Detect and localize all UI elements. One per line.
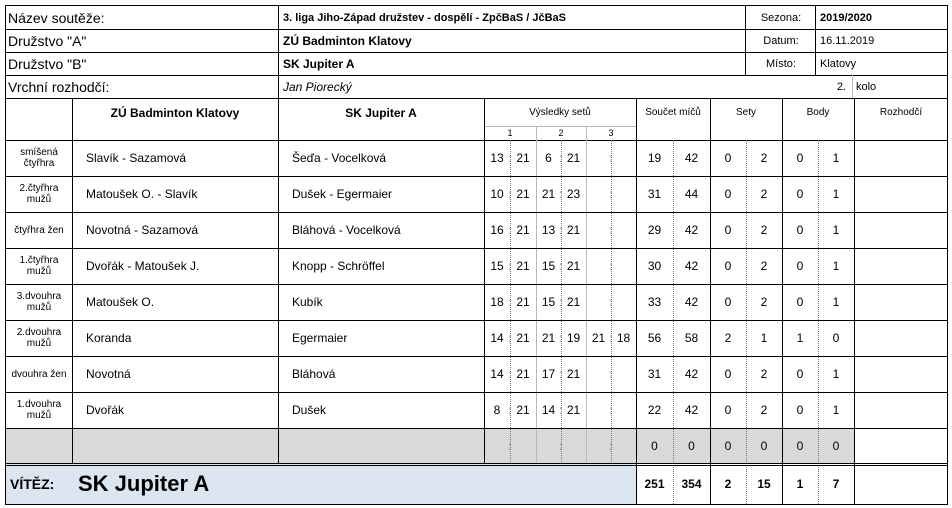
- grid-line: [746, 140, 747, 504]
- grid-line: [278, 5, 279, 98]
- score-s1b: 21: [516, 331, 530, 345]
- score-sb: 58: [684, 331, 699, 345]
- score-sa: 0: [651, 439, 658, 453]
- set-colon: :: [508, 259, 512, 273]
- grid-line: [636, 98, 637, 504]
- grid-line: [854, 98, 855, 504]
- score-s2b: 21: [566, 223, 581, 237]
- grid-line: [5, 98, 948, 99]
- winner-label: VÍTĚZ:: [10, 476, 55, 492]
- score-setb: 2: [760, 223, 768, 237]
- score-s1b: 21: [516, 295, 530, 309]
- grid-line: [484, 98, 485, 464]
- score-sb: 42: [684, 403, 699, 417]
- set-colon: :: [609, 439, 613, 453]
- col-points-sum: Součet míčů: [645, 106, 701, 118]
- set-colon: :: [508, 331, 512, 345]
- score-s2b: 19: [566, 331, 581, 345]
- grid-line: [561, 140, 562, 464]
- player-a: Slavík - Sazamová: [86, 151, 187, 165]
- match-category: 1.dvouhra mužů: [16, 399, 62, 421]
- score-s2a: 17: [541, 367, 556, 381]
- score-pa: 0: [796, 223, 804, 237]
- score-pb: 0: [832, 439, 840, 453]
- set-colon: :: [559, 295, 563, 309]
- season-label: Sezona:: [760, 11, 802, 24]
- set-number-3: 3: [608, 128, 614, 138]
- score-sa: 22: [647, 403, 662, 417]
- set-colon: :: [559, 439, 563, 453]
- place-label: Místo:: [766, 57, 796, 70]
- score-sa: 31: [647, 187, 662, 201]
- score-s2a: 15: [541, 259, 556, 273]
- team-a-value: ZÚ Badminton Klatovy: [283, 33, 412, 48]
- score-seta: 0: [724, 151, 732, 165]
- grid-line: [5, 212, 948, 213]
- player-b: Dušek: [292, 403, 327, 417]
- match-category: dvouhra žen: [11, 368, 67, 380]
- grid-line: [586, 126, 587, 140]
- grid-line: [815, 5, 816, 75]
- score-seta: 0: [724, 259, 732, 273]
- score-sa: 31: [647, 367, 662, 381]
- score-s3b: 18: [616, 331, 631, 345]
- score-pb: 1: [832, 223, 840, 237]
- score-seta: 0: [724, 439, 732, 453]
- total-body-a: 1: [796, 477, 804, 491]
- player-b: Šeďa - Vocelková: [292, 151, 387, 165]
- player-a: Dvořák - Matoušek J.: [86, 259, 200, 273]
- competition-label: Název soutěže:: [8, 9, 105, 26]
- score-setb: 2: [760, 367, 768, 381]
- total-sets-b: 15: [757, 477, 771, 491]
- score-pa: 0: [796, 403, 804, 417]
- grid-line: [673, 140, 674, 504]
- set-colon: :: [609, 259, 613, 273]
- score-s1a: 13: [490, 151, 504, 165]
- score-s2b: 21: [566, 151, 581, 165]
- grid-line: [852, 75, 853, 98]
- set-colon: :: [609, 151, 613, 165]
- score-pa: 0: [796, 439, 804, 453]
- score-sb: 44: [684, 187, 699, 201]
- score-setb: 2: [760, 403, 768, 417]
- score-s1a: 8: [493, 403, 501, 417]
- col-sets: Sety: [735, 106, 756, 118]
- referee-label: Vrchní rozhodčí:: [8, 78, 110, 95]
- score-s1b: 21: [516, 187, 530, 201]
- score-pa: 0: [796, 295, 804, 309]
- score-s3a: 21: [591, 331, 606, 345]
- set-colon: :: [609, 223, 613, 237]
- score-setb: 0: [760, 439, 768, 453]
- grid-line: [5, 356, 948, 357]
- grid-line: [484, 126, 636, 127]
- player-b: [292, 428, 482, 464]
- player-a: Matoušek O. - Slavík: [86, 187, 198, 201]
- score-pb: 1: [832, 259, 840, 273]
- score-sb: 42: [684, 295, 699, 309]
- player-b: Dušek - Egermaier: [292, 187, 393, 201]
- score-seta: 0: [724, 223, 732, 237]
- score-s1b: 21: [516, 223, 530, 237]
- score-setb: 2: [760, 295, 768, 309]
- score-s1a: 10: [490, 187, 504, 201]
- grid-line: [611, 140, 612, 464]
- grid-line: [5, 392, 948, 393]
- col-set-results: Výsledky setů: [529, 106, 591, 118]
- round-number: 2.: [836, 80, 846, 93]
- score-sb: 42: [684, 367, 699, 381]
- total-sets-a: 2: [724, 477, 732, 491]
- round-label: kolo: [856, 80, 877, 93]
- total-points-a: 251: [644, 477, 665, 491]
- set-number-1: 1: [507, 128, 513, 138]
- set-colon: :: [508, 151, 512, 165]
- score-seta: 2: [724, 331, 732, 345]
- match-category: [8, 428, 70, 464]
- score-pb: 1: [832, 295, 840, 309]
- grid-line: [5, 75, 948, 76]
- team-b-value: SK Jupiter A: [283, 56, 355, 71]
- grid-line: [5, 463, 948, 464]
- grid-line: [5, 5, 6, 504]
- set-number-2: 2: [558, 128, 564, 138]
- set-colon: :: [508, 367, 512, 381]
- grid-line: [947, 5, 948, 504]
- grid-line: [510, 140, 511, 464]
- place-value: Klatovy: [820, 57, 857, 70]
- player-b: Bláhová - Vocelková: [292, 223, 401, 237]
- score-setb: 1: [760, 331, 768, 345]
- player-b: Knopp - Schröffel: [292, 259, 385, 273]
- set-colon: :: [609, 187, 613, 201]
- grid-line: [5, 248, 948, 249]
- score-pb: 1: [832, 367, 840, 381]
- score-s1a: 14: [490, 367, 504, 381]
- score-pa: 0: [796, 151, 804, 165]
- match-category: 1.čtyřhra mužů: [19, 255, 59, 277]
- score-s1b: 21: [516, 151, 530, 165]
- set-colon: :: [559, 259, 563, 273]
- score-pa: 0: [796, 187, 804, 201]
- score-s2a: 21: [541, 331, 556, 345]
- grid-line: [745, 5, 746, 75]
- grid-line: [5, 320, 948, 321]
- total-body-b: 7: [832, 477, 840, 491]
- player-a: Novotná - Sazamová: [86, 223, 199, 237]
- set-colon: :: [609, 331, 613, 345]
- match-category: smíšená čtyřhra: [20, 147, 58, 169]
- score-s2b: 21: [566, 367, 581, 381]
- grid-line: [278, 98, 279, 464]
- score-s1a: 15: [490, 259, 504, 273]
- score-seta: 0: [724, 403, 732, 417]
- grid-line: [5, 140, 948, 141]
- score-pa: 0: [796, 367, 804, 381]
- date-value: 16.11.2019: [820, 34, 875, 47]
- grid-line: [586, 140, 587, 464]
- set-colon: :: [508, 439, 512, 453]
- score-s2b: 23: [566, 187, 581, 201]
- score-s1b: 21: [516, 367, 530, 381]
- grid-line: [72, 98, 73, 464]
- match-category: 2.čtyřhra mužů: [19, 183, 59, 205]
- score-pb: 1: [832, 151, 840, 165]
- score-s2a: 15: [541, 295, 556, 309]
- grid-line: [5, 52, 948, 53]
- player-a: Koranda: [86, 331, 132, 345]
- score-s1b: 21: [516, 259, 530, 273]
- col-umpire: Rozhodčí: [879, 106, 923, 118]
- grid-line: [5, 428, 948, 429]
- score-pa: 0: [796, 259, 804, 273]
- grid-line: [5, 284, 948, 285]
- score-sa: 19: [647, 151, 662, 165]
- set-colon: :: [559, 187, 563, 201]
- score-seta: 0: [724, 295, 732, 309]
- score-s1a: 14: [490, 331, 504, 345]
- score-sb: 0: [688, 439, 695, 453]
- set-colon: :: [508, 295, 512, 309]
- season-value: 2019/2020: [820, 11, 872, 24]
- competition-value: 3. liga Jiho-Západ družstev - dospělí - ZpčBaS / JčBaS: [283, 11, 567, 24]
- grid-line: [782, 98, 783, 504]
- grid-line: [5, 504, 948, 505]
- set-colon: :: [508, 187, 512, 201]
- score-s2a: 14: [541, 403, 556, 417]
- score-setb: 2: [760, 259, 768, 273]
- score-s1a: 18: [490, 295, 504, 309]
- set-colon: :: [508, 403, 512, 417]
- date-label: Datum:: [763, 34, 799, 47]
- grid-line: [5, 465, 948, 466]
- set-colon: :: [559, 151, 563, 165]
- score-s1b: 21: [516, 403, 530, 417]
- score-s2a: 13: [541, 223, 556, 237]
- col-team-b: SK Jupiter A: [345, 106, 417, 120]
- set-colon: :: [559, 223, 563, 237]
- score-sa: 29: [647, 223, 662, 237]
- player-a: Dvořák: [86, 403, 125, 417]
- player-a: Matoušek O.: [86, 295, 155, 309]
- score-sa: 30: [647, 259, 662, 273]
- grid-line: [5, 29, 948, 30]
- set-colon: :: [559, 331, 563, 345]
- score-pb: 1: [832, 403, 840, 417]
- score-pb: 0: [832, 331, 840, 345]
- set-colon: :: [559, 367, 563, 381]
- player-a: Novotná: [86, 367, 131, 381]
- score-pb: 1: [832, 187, 840, 201]
- grid-line: [536, 140, 537, 464]
- set-colon: :: [559, 403, 563, 417]
- score-s2b: 21: [566, 403, 581, 417]
- player-a: [86, 428, 276, 464]
- referee-value: Jan Piorecký: [283, 79, 352, 94]
- set-colon: :: [609, 295, 613, 309]
- score-s2b: 21: [566, 259, 581, 273]
- grid-line: [818, 140, 819, 504]
- score-pa: 1: [796, 331, 804, 345]
- score-s2a: 21: [541, 187, 556, 201]
- set-colon: :: [609, 367, 613, 381]
- score-seta: 0: [724, 187, 732, 201]
- score-setb: 2: [760, 151, 768, 165]
- score-sa: 33: [647, 295, 662, 309]
- grid-line: [5, 5, 948, 6]
- player-b: Kubík: [292, 295, 323, 309]
- score-seta: 0: [724, 367, 732, 381]
- col-points: Body: [806, 106, 830, 118]
- player-b: Bláhová: [292, 367, 336, 381]
- score-s2b: 21: [566, 295, 581, 309]
- score-sb: 42: [684, 259, 699, 273]
- match-category: 2.dvouhra mužů: [16, 327, 62, 349]
- grid-line: [5, 176, 948, 177]
- match-category: 3.dvouhra mužů: [16, 291, 62, 313]
- team-a-label: Družstvo "A": [8, 32, 87, 49]
- grid-line: [5, 463, 6, 504]
- grid-line: [536, 126, 537, 140]
- score-sb: 42: [684, 223, 699, 237]
- score-sb: 42: [684, 151, 699, 165]
- col-team-a: ZÚ Badminton Klatovy: [110, 106, 240, 120]
- player-b: Egermaier: [292, 331, 348, 345]
- total-points-b: 354: [681, 477, 702, 491]
- winner-value: SK Jupiter A: [78, 471, 210, 496]
- score-s2a: 6: [545, 151, 552, 165]
- team-b-label: Družstvo "B": [8, 55, 87, 72]
- set-colon: :: [508, 223, 512, 237]
- grid-line: [710, 98, 711, 504]
- match-category: čtyřhra žen: [14, 224, 64, 236]
- score-setb: 2: [760, 187, 768, 201]
- score-s1a: 16: [490, 223, 504, 237]
- set-colon: :: [609, 403, 613, 417]
- score-sa: 56: [647, 331, 662, 345]
